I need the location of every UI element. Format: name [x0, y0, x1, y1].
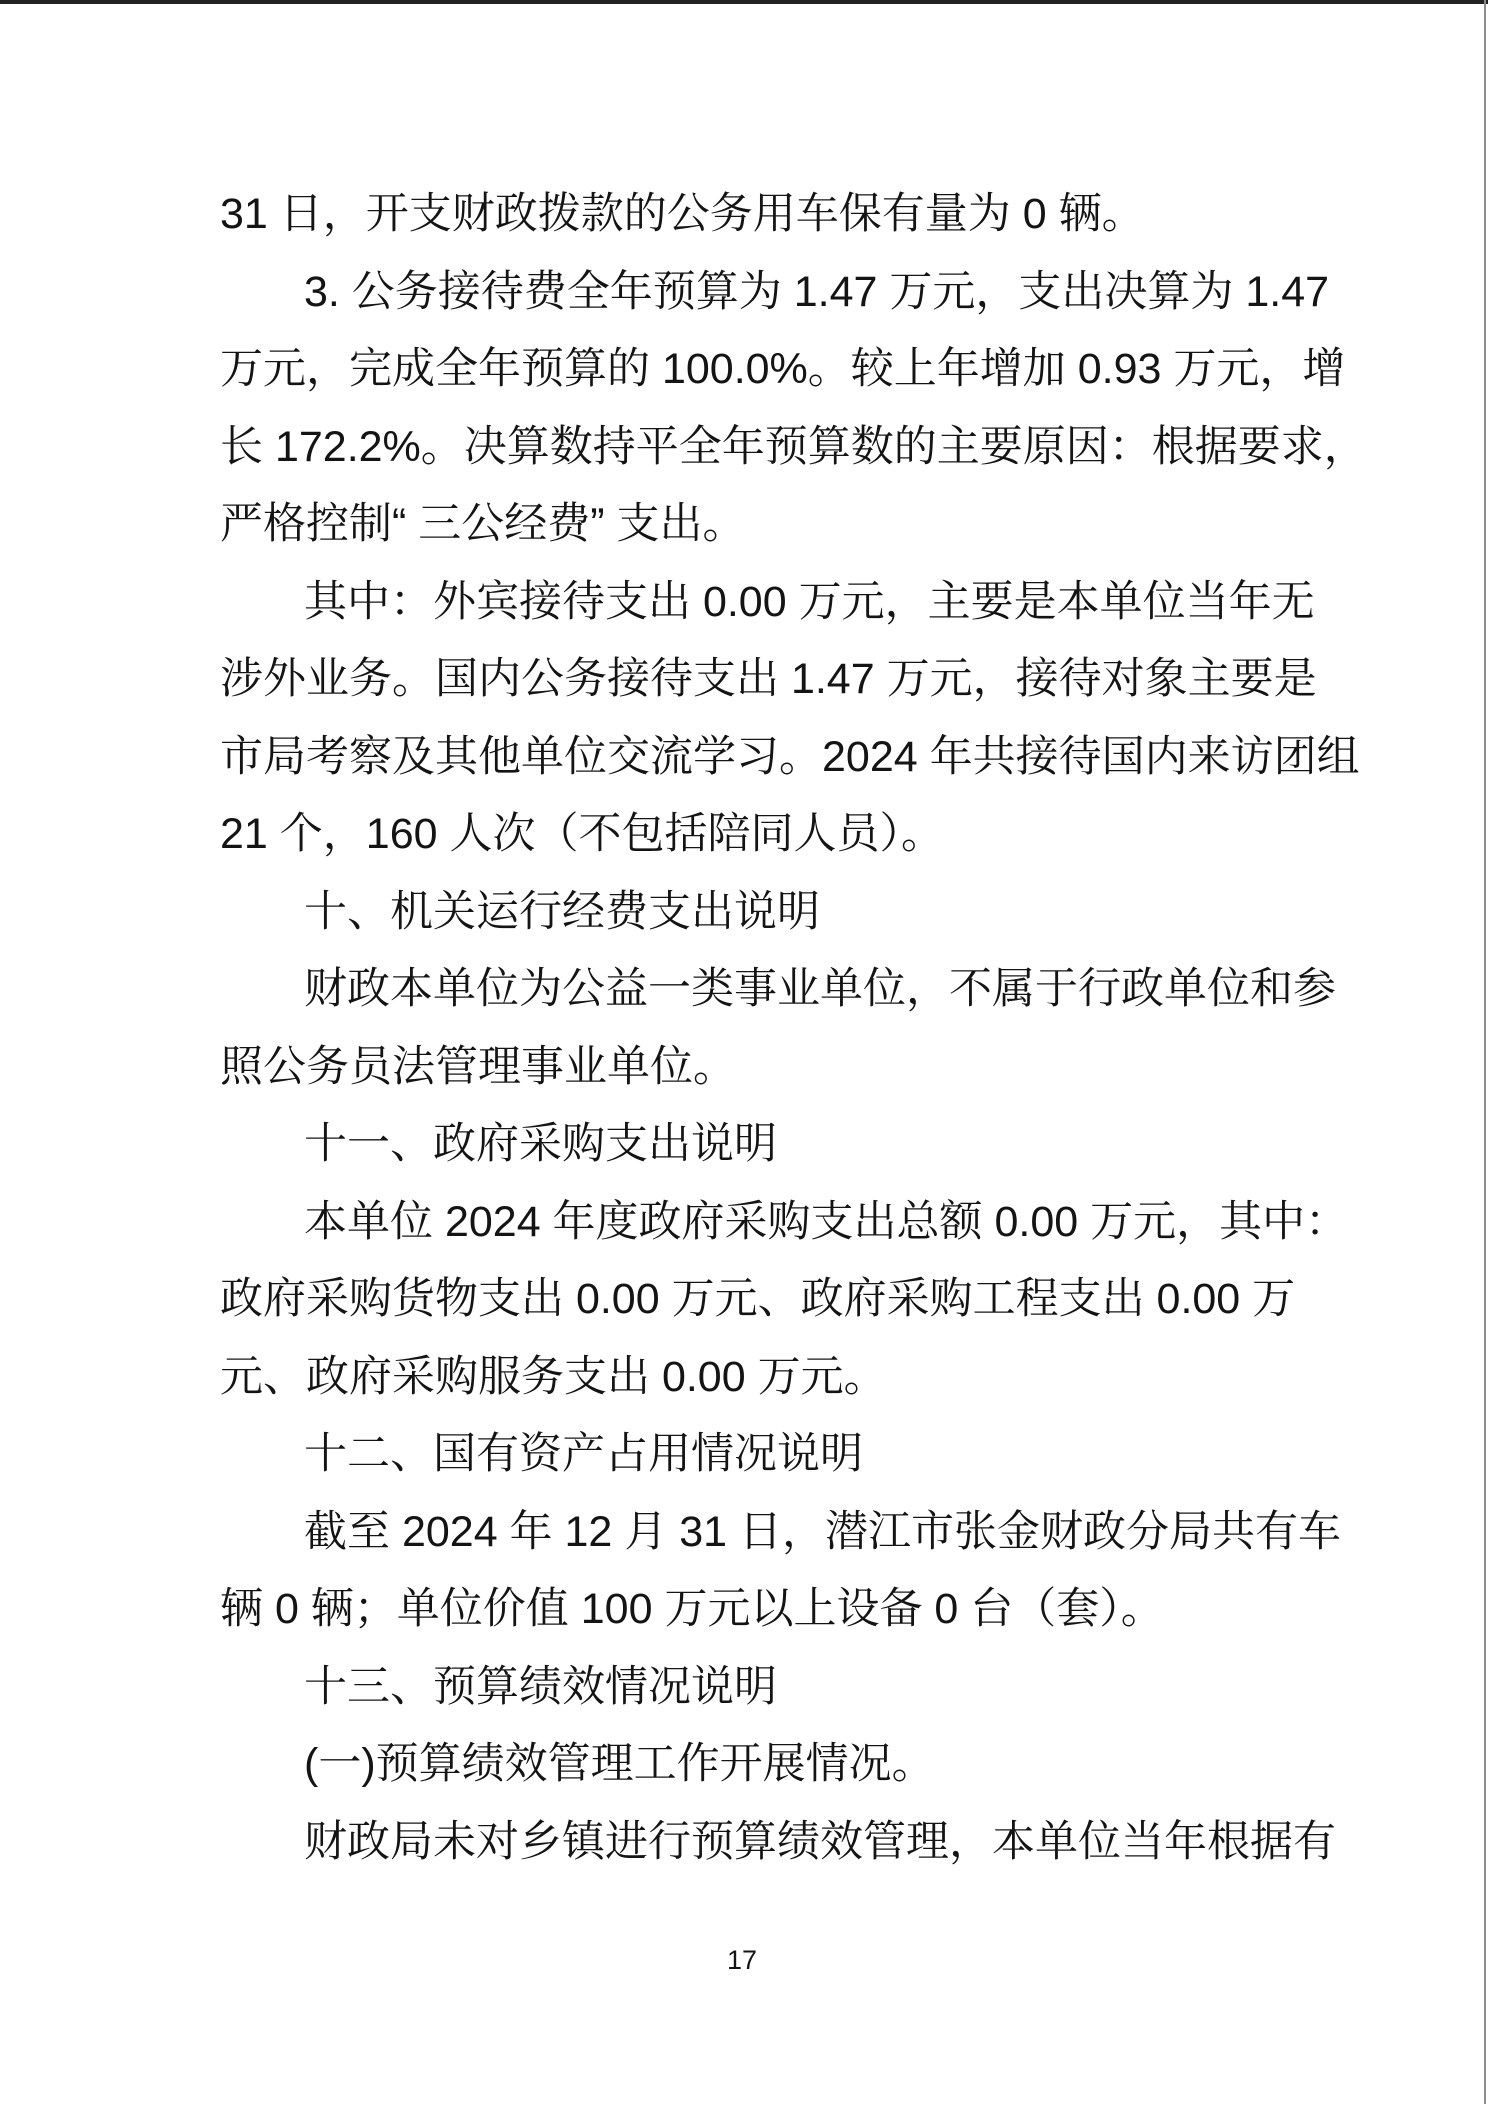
text-line: 十三、预算绩效情况说明 [304, 1662, 777, 1711]
text-line: 长 172.2%。决算数持平全年预算数的主要原因：根据要求， [220, 422, 1367, 471]
text-line: 十一、政府采购支出说明 [304, 1120, 777, 1168]
text-line: 21 个，160 人次（不包括陪同人员）。 [220, 810, 944, 858]
text-line: 涉外业务。国内公务接待支出 1.47 万元，接待对象主要是 [220, 655, 1317, 703]
text-line: 严格控制“ 三公经费” 支出。 [220, 500, 746, 548]
text-line: 辆 0 辆；单位价值 100 万元以上设备 0 台（套）。 [220, 1585, 1164, 1633]
page-top-edge [0, 0, 1488, 4]
text-line: 万元，完成全年预算的 100.0%。较上年增加 0.93 万元，增 [220, 345, 1346, 393]
text-line: 元、政府采购服务支出 0.00 万元。 [220, 1352, 887, 1401]
text-line: 十、机关运行经费支出说明 [304, 887, 820, 936]
text-line: 其中：外宾接待支出 0.00 万元，主要是本单位当年无 [304, 577, 1315, 626]
text-line: 截至 2024 年 12 月 31 日，潜江市张金财政分局共有车 [304, 1507, 1341, 1556]
text-line: (一)预算绩效管理工作开展情况。 [304, 1740, 935, 1788]
text-line: 市局考察及其他单位交流学习。2024 年共接待国内来访团组 [220, 732, 1360, 781]
text-line: 本单位 2024 年度政府采购支出总额 0.00 万元，其中： [304, 1197, 1349, 1246]
document-body [220, 176, 1367, 1881]
page-number: 17 [726, 1945, 758, 1975]
text-line: 政府采购货物支出 0.00 万元、政府采购工程支出 0.00 万 [220, 1275, 1296, 1323]
text-line: 财政本单位为公益一类事业单位，不属于行政单位和参 [304, 965, 1336, 1013]
text-line: 3. 公务接待费全年预算为 1.47 万元，支出决算为 1.47 [304, 267, 1330, 316]
text-line: 照公务员法管理事业单位。 [220, 1042, 736, 1091]
text-line: 31 日，开支财政拨款的公务用车保有量为 0 辆。 [220, 190, 1145, 238]
text-line: 十二、国有资产占用情况说明 [304, 1430, 863, 1478]
text-line: 财政局未对乡镇进行预算绩效管理，本单位当年根据有 [304, 1817, 1336, 1866]
page-right-edge [1484, 0, 1486, 2104]
